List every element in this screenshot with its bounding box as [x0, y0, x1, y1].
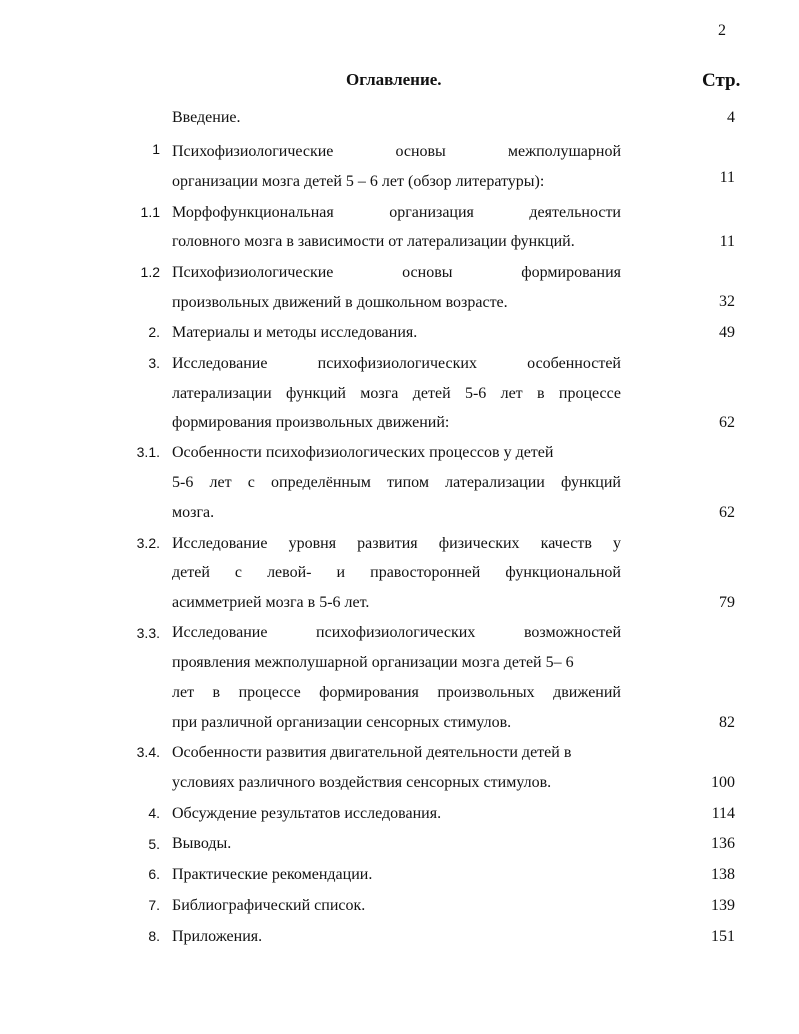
toc-entry-title-line: Материалы и методы исследования. [172, 324, 418, 341]
toc-entry-title-line: проявления межполушарной организации мозга детей 5– 6 [172, 654, 574, 671]
toc-entry-title-line: Исследование уровня развития физических качеств у [172, 535, 621, 552]
toc-entry-title-line: формирования произвольных движений: [172, 414, 450, 431]
toc-entry-number: 1.2 [140, 264, 160, 280]
toc-entry-title-line: Особенности психофизиологических процессов у детей [172, 444, 554, 461]
toc-entry-title-line: лет в процессе формирования произвольных движений [172, 684, 621, 701]
toc-entry-page: 136 [711, 835, 735, 852]
toc-entry-title-line: Обсуждение результатов исследования. [172, 805, 442, 822]
toc-entry-number: 5. [148, 836, 160, 852]
toc-entry-page: 4 [727, 109, 735, 126]
toc-entry-page: 62 [719, 504, 735, 521]
toc-entry-number: 7. [148, 897, 160, 913]
toc-entry-title-line: Исследование психофизиологических возможностей [172, 624, 621, 641]
toc-entry-title-line: головного мозга в зависимости от латерализации функций. [172, 233, 575, 250]
toc-entry-title-line: при различной организации сенсорных стимулов. [172, 714, 512, 731]
toc-entry-title-line: латерализации функций мозга детей 5-6 лет в процессе [172, 385, 621, 402]
toc-entry-page: 79 [719, 594, 735, 611]
toc-entry-title-line: детей с левой- и правосторонней функциональной [172, 564, 621, 581]
toc-entry-title-line: Морфофункциональная организация деятельности [172, 204, 621, 221]
toc-entry-number: 4. [148, 805, 160, 821]
toc-entry-title-line: асимметрией мозга в 5-6 лет. [172, 594, 370, 611]
toc-entry-title-line: Выводы. [172, 835, 232, 852]
toc-entry-number: 3.2. [136, 535, 160, 551]
toc-entry-page: 49 [719, 324, 735, 341]
toc-entry-number: 3.1. [136, 444, 160, 460]
toc-entry-number: 8. [148, 928, 160, 944]
toc-entry-page: 114 [711, 805, 735, 822]
page-number: 2 [718, 22, 726, 39]
toc-entry-page: 151 [711, 928, 735, 945]
toc-entry-title-line: 5-6 лет с определённым типом латерализации функций [172, 474, 621, 491]
toc-entry-title-line: Исследование психофизиологических особенностей [172, 355, 621, 372]
toc-entry-title-line: мозга. [172, 504, 215, 521]
toc-entry-page: 32 [719, 293, 735, 310]
toc-entry-page: 100 [711, 774, 735, 791]
toc-entry-number: 3.3. [136, 625, 160, 641]
toc-entry-title-line: Психофизиологические основы формирования [172, 264, 621, 281]
toc-entry-page: 11 [719, 233, 735, 250]
page-column-header: Стр. [702, 70, 741, 91]
toc-entry-page: 138 [711, 866, 735, 883]
toc-entry-number: 1 [152, 141, 160, 157]
toc-entry-number: 1.1 [140, 204, 160, 220]
toc-entry-number: 3.4. [136, 744, 160, 760]
toc-entry-title-line: Введение. [172, 109, 241, 126]
toc-entry-page: 82 [719, 714, 735, 731]
toc-entry-title-line: Практические рекомендации. [172, 866, 373, 883]
toc-entry-number: 6. [148, 866, 160, 882]
toc-entry-title-line: произвольных движений в дошкольном возрасте. [172, 294, 508, 311]
toc-entry-title-line: Библиографический список. [172, 897, 366, 914]
toc-entry-title-line: Приложения. [172, 928, 263, 945]
page-title: Оглавление. [346, 70, 442, 89]
toc-entry-title-line: Психофизиологические основы межполушарной [172, 143, 621, 160]
toc-entry-page: 11 [719, 169, 735, 186]
toc-entry-number: 3. [148, 355, 160, 371]
toc-entry-title-line: условиях различного воздействия сенсорных стимулов. [172, 774, 552, 791]
toc-entry-page: 62 [719, 414, 735, 431]
toc-entry-title-line: Особенности развития двигательной деятельности детей в [172, 744, 572, 761]
toc-entry-page: 139 [711, 897, 735, 914]
toc-entry-number: 2. [148, 324, 160, 340]
toc-entry-title-line: организации мозга детей 5 – 6 лет (обзор литературы): [172, 173, 545, 190]
